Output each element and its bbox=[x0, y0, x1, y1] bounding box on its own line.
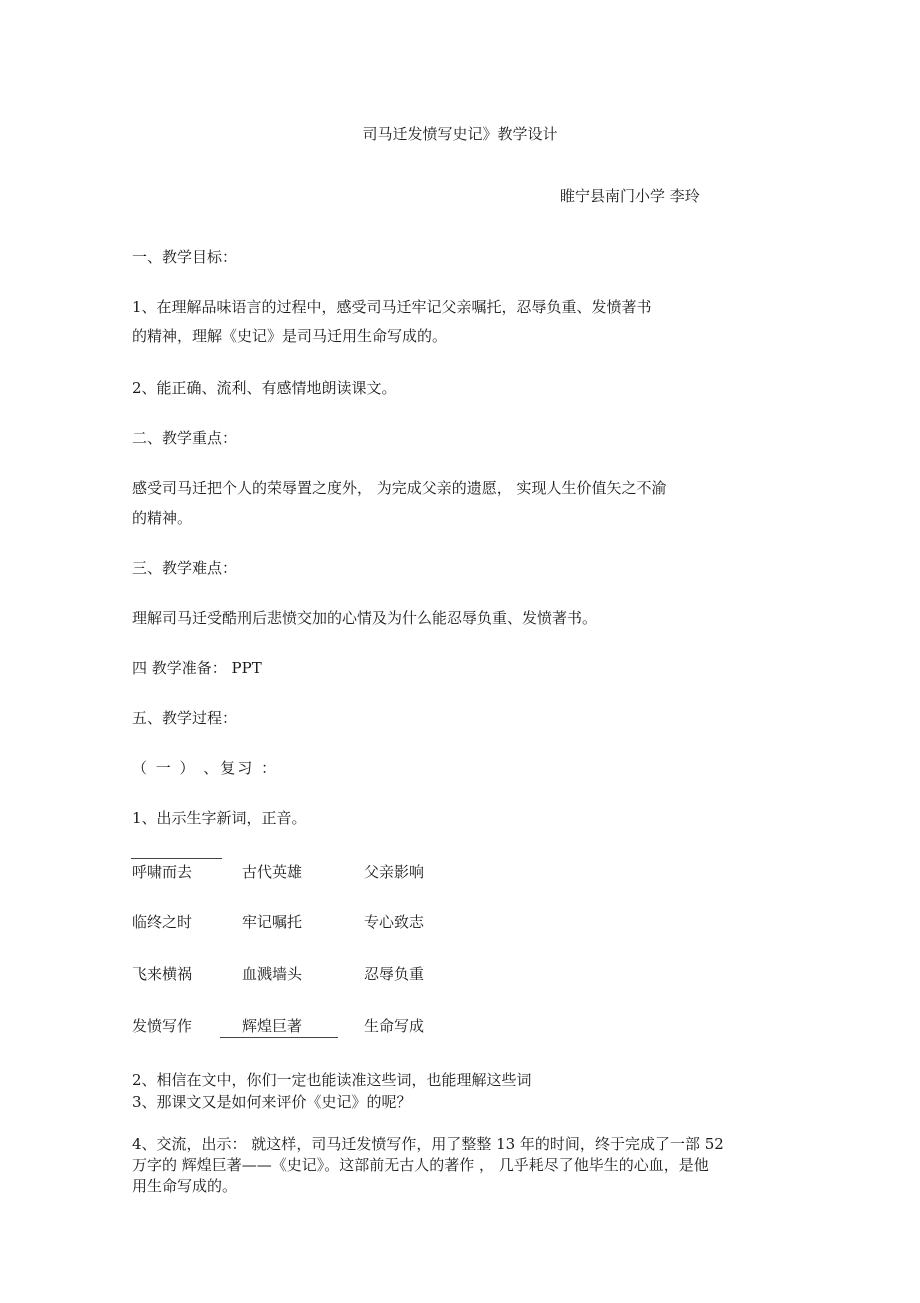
step-3: 3、那课文又是如何来评价《史记》的呢？ bbox=[132, 1093, 412, 1111]
vocab-word: 血溅墙头 bbox=[242, 965, 303, 983]
document-title: 司马迁发愤写史记》教学设计 bbox=[362, 125, 558, 143]
vocab-word: 忍辱负重 bbox=[364, 965, 425, 983]
vocab-word: 生命写成 bbox=[364, 1017, 425, 1035]
underline-mark bbox=[220, 1037, 338, 1038]
step-1: 1、出示生字新词，正音。 bbox=[132, 809, 307, 827]
underline-mark bbox=[131, 858, 222, 859]
vocab-word: 古代英雄 bbox=[242, 863, 303, 881]
step-2: 2、相信在文中，你们一定也能读准这些词，也能理解这些词 bbox=[132, 1071, 532, 1089]
step-4-line-2: 万字的 辉煌巨著——《史记》。这部前无古人的著作 ， 几乎耗尽了他毕生的心血，是他 bbox=[132, 1156, 709, 1174]
vocab-word: 呼啸而去 bbox=[132, 863, 193, 881]
key-point-line-2: 的精神。 bbox=[132, 509, 193, 527]
vocab-word: 飞来横祸 bbox=[132, 965, 193, 983]
section-heading-process: 五、教学过程： bbox=[132, 709, 238, 727]
section-heading-key-points: 二、教学重点： bbox=[132, 429, 238, 447]
vocab-word: 专心致志 bbox=[364, 913, 425, 931]
vocab-word: 父亲影响 bbox=[364, 863, 425, 881]
section-heading-difficulties: 三、教学难点： bbox=[132, 559, 238, 577]
review-heading: （ 一 ） 、复习 ： bbox=[132, 759, 279, 777]
author-line: 睢宁县南门小学 李玲 bbox=[560, 187, 700, 205]
vocab-word: 发愤写作 bbox=[132, 1017, 193, 1035]
goal-1-line-1: 1、在理解品味语言的过程中，感受司马迁牢记父亲嘱托，忍辱负重、发愤著书 bbox=[132, 298, 652, 316]
vocab-word: 牢记嘱托 bbox=[242, 913, 303, 931]
step-4-line-3: 用生命写成的。 bbox=[132, 1177, 238, 1195]
step-4-line-1: 4、交流，出示： 就这样，司马迁发愤写作，用了整整 13 年的时间，终于完成了一部 52 bbox=[132, 1135, 724, 1153]
vocab-word: 临终之时 bbox=[132, 913, 193, 931]
section-heading-goals: 一、教学目标： bbox=[132, 248, 238, 266]
difficulty-text: 理解司马迁受酷刑后悲愤交加的心情及为什么能忍辱负重、发愤著书。 bbox=[132, 609, 598, 627]
key-point-line-1: 感受司马迁把个人的荣辱置之度外， 为完成父亲的遗愿， 实现人生价值矢之不渝 bbox=[132, 479, 667, 497]
teaching-preparation: 四 教学准备： PPT bbox=[132, 659, 262, 677]
goal-1-line-2: 的精神，理解《史记》是司马迁用生命写成的。 bbox=[132, 327, 448, 345]
vocab-word: 辉煌巨著 bbox=[242, 1017, 303, 1035]
goal-2: 2、能正确、流利、有感情地朗读课文。 bbox=[132, 379, 397, 397]
